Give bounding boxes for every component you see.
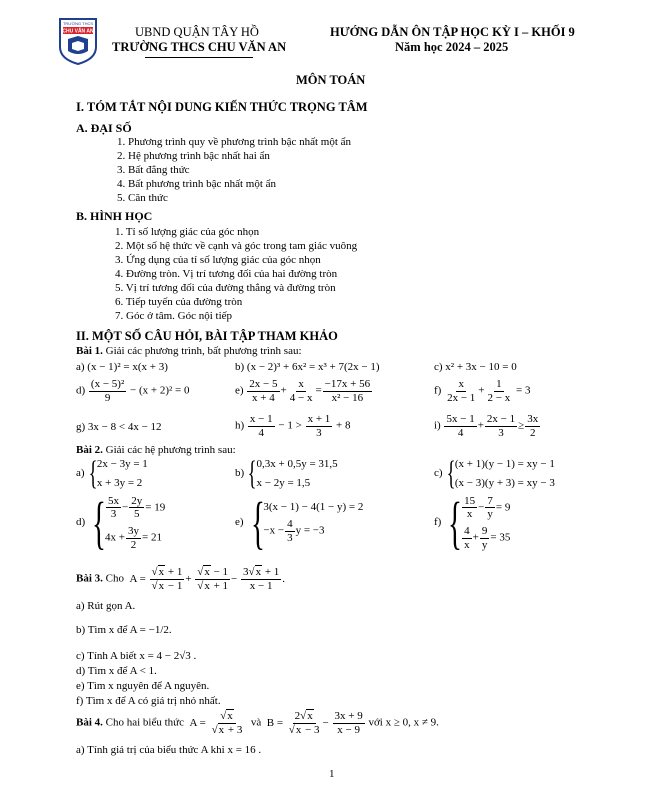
bai2-title — [76, 444, 236, 457]
bai3-d: d) Tìm x để A < 1. — [76, 665, 157, 677]
denominator: x — [464, 538, 470, 551]
geometry-heading: B. HÌNH HỌC — [76, 209, 153, 223]
frac — [129, 495, 144, 521]
frac — [126, 525, 141, 551]
frac — [210, 710, 245, 736]
algebra-item-3: 3. Bất đẳng thức — [117, 164, 190, 176]
radicand: x — [227, 710, 233, 722]
frac — [445, 378, 477, 404]
denominator: 5 — [133, 508, 140, 521]
denominator: 3 — [316, 426, 322, 439]
denominator: √x − 3 — [288, 723, 320, 736]
lhs: 4x + — [105, 531, 125, 544]
section1-heading: I. TÓM TẮT NỘI DUNG KIẾN THỨC TRỌNG TÂM — [76, 100, 368, 114]
bai1-title — [76, 345, 302, 358]
bai1-h-mid: − 1 > — [278, 419, 302, 432]
const: 1 — [222, 579, 229, 592]
algebra-item-5: 5. Căn thức — [117, 192, 168, 204]
district-name: UBND QUẬN TÂY HỒ — [135, 25, 259, 39]
equation — [263, 518, 363, 544]
algebra-heading: A. ĐẠI SỐ — [76, 121, 132, 135]
guide-title: HƯỚNG DẪN ÔN TẬP HỌC KỲ I – KHỐI 9 — [330, 25, 575, 39]
geometry-item-4: 4. Đường tròn. Vị trí tương đối của hai đường tròn — [115, 268, 338, 280]
geometry-item-5: 5. Vị trí tương đối của đường thẳng và đường tròn — [115, 282, 336, 294]
frac — [525, 413, 540, 439]
const: 1 — [176, 566, 183, 578]
rhs: = 9 — [495, 501, 511, 514]
geometry-item-2: 2. Một số hệ thức về cạnh và góc trong tam giác vuông — [115, 240, 358, 252]
school-year: Năm học 2024 – 2025 — [395, 40, 509, 54]
bai1-e: e) $\frac{2x - 5}{x + 4}$ + $\frac{x}{4 - x}$ = $\frac{-17x + 56}{\text{x² − 16}}$ — [235, 378, 371, 404]
denominator: 2x − 1 — [447, 391, 476, 404]
numerator: x — [298, 378, 304, 390]
numerator: −17x + 56 — [324, 378, 371, 390]
bai1-b: b) (x − 2)³ + 6x² = x³ + 7(2x − 1) — [235, 361, 380, 373]
frac — [247, 378, 279, 404]
numerator: 2x − 5 — [249, 378, 278, 390]
radicand: x — [204, 579, 210, 592]
numerator: 1 — [496, 378, 502, 390]
bai4-and: và — [248, 716, 264, 729]
brace: { — [92, 490, 107, 555]
bai1-prompt: Giải các phương trình, bất phương trình sau: — [102, 345, 302, 357]
brace: { — [250, 490, 265, 555]
frac — [285, 518, 295, 544]
numerator: 5x − 1 — [446, 413, 475, 425]
geometry-item-7: 7. Góc ở tâm. Góc nội tiếp — [115, 310, 233, 322]
bai1-c: c) x² + 3x − 10 = 0 — [434, 361, 517, 373]
coef: 3 — [243, 566, 249, 578]
numerator: 2√x — [293, 710, 316, 724]
header-underline — [145, 57, 253, 58]
bai1-g: g) 3x − 8 < 4x − 12 — [76, 421, 162, 433]
bai4-expression-b: B = $\frac{2√x}{√x - 3}$ − $\frac{3x + 9}{x - 9}$ — [266, 710, 363, 736]
equation: x + 3y = 2 — [96, 477, 143, 489]
bai1-a: a) (x − 1)² = x(x + 3) — [76, 361, 168, 373]
bai3-label: Bài 3. — [76, 572, 103, 585]
numerator: 15 — [464, 494, 476, 507]
bai4-label: Bài 4. — [76, 716, 103, 729]
bai2-label: Bài 2. — [76, 444, 103, 456]
frac — [248, 413, 275, 439]
equation — [105, 525, 165, 551]
brace: { — [247, 455, 257, 492]
numerator: x — [458, 378, 464, 390]
rhs: = 35 — [490, 531, 511, 544]
frac — [106, 495, 121, 521]
bai3-e: e) Tìm x nguyên để A nguyên. — [76, 680, 210, 692]
algebra-item-1: 1. Phương trình quy về phương trình bậc nhất một ẩn — [117, 136, 352, 148]
numerator: 9 — [481, 525, 488, 537]
bai1-f-rest: = 3 — [515, 384, 531, 397]
radicand: x — [255, 566, 262, 578]
bai1-label: Bài 1. — [76, 345, 103, 357]
frac — [287, 710, 322, 736]
bai3-prompt: Cho — [102, 572, 124, 585]
system-lines — [461, 495, 510, 552]
equation: (x + 1)(y − 1) = xy − 1 — [454, 457, 555, 470]
rhs: = 19 — [145, 501, 166, 514]
radicand: x — [218, 723, 225, 736]
system: a) { 2x − 3y = 1 x + 3y = 2 — [76, 455, 148, 492]
frac — [150, 566, 185, 592]
numerator: √x + 1 — [151, 566, 183, 578]
radicand: x — [307, 710, 313, 722]
svg-text:CHU VĂN AN: CHU VĂN AN — [62, 28, 94, 35]
numerator: x + 1 — [307, 413, 331, 425]
denominator: y — [481, 538, 488, 551]
bai4-prompt: Cho hai biểu thức — [102, 716, 185, 729]
equation: 0,3x + 0,5y = 31,5 — [256, 457, 338, 470]
section2-heading: II. MỘT SỐ CÂU HỎI, BÀI TẬP THAM KHẢO — [76, 329, 338, 343]
numerator: 3y — [127, 525, 139, 537]
system-lines — [105, 495, 165, 552]
const: 1 — [176, 579, 183, 592]
brace: { — [448, 490, 463, 555]
system-lines — [97, 458, 148, 490]
numerator: 3x — [527, 413, 539, 425]
frac — [444, 413, 476, 439]
bai1-d-frac — [89, 378, 126, 404]
denominator: √x − 1 — [151, 579, 183, 592]
school-logo — [58, 17, 98, 65]
numerator: (x − 5)² — [90, 378, 125, 390]
radicand: x — [295, 723, 302, 736]
denominator: 3 — [287, 532, 293, 545]
geometry-item-1: 1. Tỉ số lượng giác của góc nhọn — [115, 226, 260, 238]
bai1-d-rest: − (x + 2)² = 0 — [130, 384, 190, 397]
equation: (x − 3)(y + 3) = xy − 3 — [454, 477, 555, 489]
bai1-d — [76, 378, 190, 404]
bai2-d — [76, 490, 166, 555]
bai1-e-label: e) — [235, 384, 244, 397]
equation: 3(x − 1) − 4(1 − y) = 2 — [263, 501, 364, 514]
denominator: x + 4 — [252, 391, 275, 404]
bai1-f: f) $\frac{x}{2x - 1}$ + $\frac{1}{2 - x}$ = 3 — [434, 378, 531, 404]
radicand: x — [204, 566, 210, 578]
numerator: 3x + 9 — [334, 710, 363, 722]
const: 1 — [222, 566, 229, 578]
const: 1 — [273, 566, 280, 578]
numerator: x − 1 — [249, 413, 273, 425]
denominator: x − 1 — [249, 579, 273, 592]
bai3-f: f) Tìm x để A có giá trị nhỏ nhất. — [76, 695, 221, 707]
denominator: 4 − x — [289, 391, 313, 404]
svg-text:TRƯỜNG THCS: TRƯỜNG THCS — [62, 21, 94, 26]
frac — [480, 525, 490, 551]
frac — [485, 495, 495, 521]
denominator: 3 — [498, 426, 504, 439]
bai2-b — [235, 457, 338, 491]
numerator: 4 — [464, 525, 470, 537]
bai2-e — [235, 490, 364, 555]
rhs: = 21 — [141, 531, 162, 544]
bai3-statement — [76, 566, 285, 592]
brace: { — [446, 455, 456, 492]
bai3-b: b) Tìm x để A = −1/2. — [76, 624, 172, 636]
frac — [462, 525, 472, 551]
bai1-h-label: h) — [235, 419, 245, 432]
bai3-expression: A = $\frac{√x + 1}{√x - 1}$ + $\frac{√x - 1}{√x + 1}$ − $\frac{3√x + 1}{x - 1}$ . — [126, 566, 286, 592]
school-name: TRƯỜNG THCS CHU VĂN AN — [112, 40, 287, 54]
denominator: x — [466, 508, 473, 521]
frac — [288, 378, 315, 404]
numerator: 3√x + 1 — [243, 566, 280, 578]
frac — [486, 378, 513, 404]
bai2-a — [76, 457, 148, 491]
lhs: −x − — [263, 525, 285, 538]
algebra-item-4: 4. Bất phương trình bậc nhất một ẩn — [117, 178, 277, 190]
frac — [306, 413, 333, 439]
system: b) { 0,3x + 0,5y = 31,5 x − 2y = 1,5 — [235, 455, 338, 492]
radicand: x — [158, 579, 165, 592]
bai2-prompt: Giải các hệ phương trình sau: — [102, 444, 236, 456]
denominator: 2 — [529, 426, 536, 439]
denominator: √x + 3 — [211, 723, 243, 736]
bai4-expression-a: A = $\frac{√x}{√x + 3}$ — [186, 710, 243, 736]
equation: $\frac{15}{x}$ − $\frac{7}{y}$ = 9 — [464, 494, 511, 521]
denominator: y — [487, 508, 493, 521]
bai4-condition: với x ≥ 0, x ≠ 9. — [368, 716, 439, 729]
equation: x − 2y = 1,5 — [256, 477, 311, 489]
equation: 2x − 3y = 1 — [96, 457, 148, 470]
denominator: 9 — [104, 391, 111, 404]
frac — [485, 413, 517, 439]
denominator: √x + 1 — [197, 579, 229, 592]
denominator: x² − 16 — [331, 391, 364, 404]
system: e) { 3(x − 1) − 4(1 − y) = 2 −x − $\frac{4}{3}$ y = −3 — [235, 490, 364, 555]
frac — [241, 566, 281, 592]
numerator: 4 — [287, 518, 293, 531]
system: c) { (x + 1)(y − 1) = xy − 1 (x − 3)(y + 3) = xy − 3 — [434, 455, 555, 492]
geometry-item-6: 6. Tiếp tuyến của đường tròn — [115, 296, 243, 308]
geometry-item-3: 3. Ứng dụng của tỉ số lượng giác của góc nhọn — [115, 254, 321, 266]
numerator: √x — [218, 710, 236, 724]
rhs: y = −3 — [295, 525, 325, 538]
bai3-a: a) Rút gọn A. — [76, 600, 136, 612]
numerator: √x − 1 — [197, 566, 229, 578]
bai3-c: c) Tính A biết x = 4 − 2√3 . — [76, 650, 197, 662]
denominator: 4 — [457, 426, 464, 439]
system-lines — [257, 458, 338, 490]
equation: $\frac{5x}{3}$ − $\frac{2y}{5}$ = 19 — [108, 494, 166, 521]
subject-title: MÔN TOÁN — [296, 73, 366, 87]
system-lines — [263, 501, 363, 544]
bai4-statement — [76, 710, 439, 736]
denominator: x − 9 — [337, 723, 360, 736]
frac — [195, 566, 230, 592]
bai4-a: a) Tính giá trị của biểu thức A khi x = 16 . — [76, 744, 262, 756]
brace: { — [88, 455, 98, 492]
bai1-i-label: i) — [434, 419, 441, 432]
system: d) { $\frac{5x}{3}$ − $\frac{2y}{5}$ = 19 4x + $\frac{3y}{2}$ = 21 — [76, 490, 166, 555]
frac — [323, 378, 372, 404]
frac — [462, 495, 477, 521]
bai1-d-label: d) — [76, 384, 86, 397]
system: f) { $\frac{15}{x}$ − $\frac{7}{y}$ = 9 $\frac{4}{x}$ + $\frac{9}{y}$ = 35 — [434, 490, 511, 555]
numerator: 5x — [108, 494, 120, 507]
radicand: x — [158, 566, 165, 578]
system-lines — [455, 458, 555, 490]
denominator: 3 — [110, 508, 117, 521]
bai1-f-label: f) — [434, 384, 442, 397]
bai1-h-rest: + 8 — [336, 419, 351, 432]
numerator: 2x − 1 — [486, 413, 516, 425]
bai2-c — [434, 457, 555, 491]
bai1-h — [235, 413, 351, 439]
bai1-i: i) $\frac{5x - 1}{4}$ + $\frac{2x - 1}{3}$ ≥ $\frac{3x}{2}$ — [434, 413, 539, 439]
algebra-item-2: 2. Hệ phương trình bậc nhất hai ẩn — [117, 150, 270, 162]
equation: $\frac{4}{x}$ + $\frac{9}{y}$ = 35 — [464, 525, 511, 551]
frac — [333, 710, 365, 736]
bai2-f — [434, 490, 511, 555]
page-number: 1 — [329, 768, 335, 780]
denominator: 2 − x — [487, 391, 511, 404]
numerator: 7 — [487, 494, 493, 507]
numerator: 2y — [131, 494, 143, 507]
denominator: 2 — [130, 538, 137, 551]
denominator: 4 — [258, 426, 265, 439]
